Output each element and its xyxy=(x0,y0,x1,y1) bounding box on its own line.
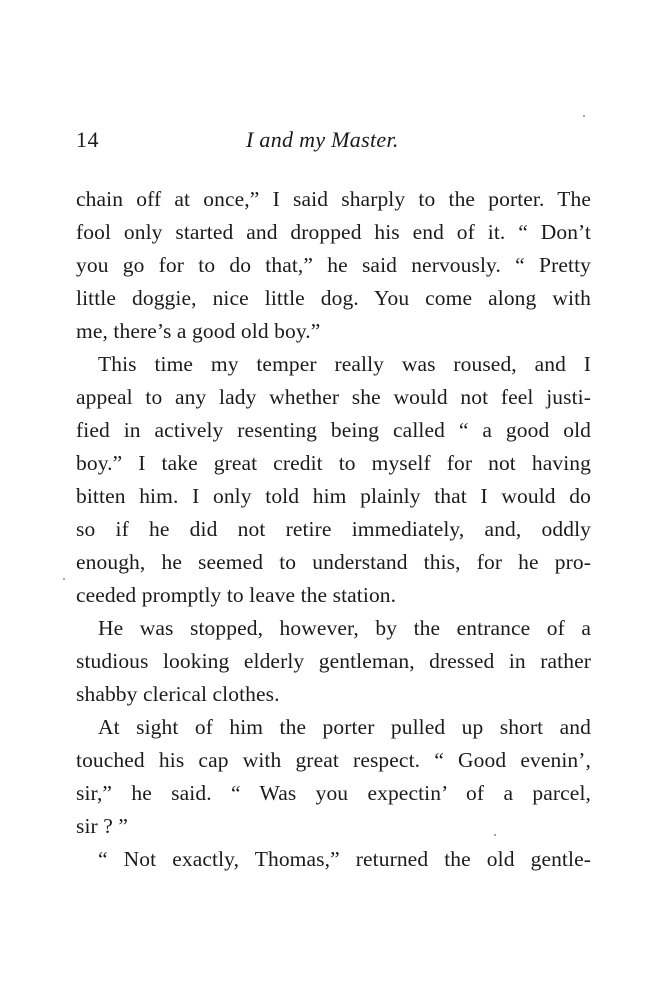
text-line: sir ? ” xyxy=(76,814,129,838)
text-line: This time my temper really was roused, and I xyxy=(98,352,591,376)
text-line: bitten him. I only told him plainly that I would do xyxy=(76,484,591,508)
paragraph xyxy=(76,183,591,348)
text-line: sir,” he said. “ Was you expectin’ of a parcel, xyxy=(76,781,591,805)
text-line: He was stopped, however, by the entrance of a xyxy=(98,616,591,640)
running-head xyxy=(76,127,591,161)
text-line: me, there’s a good old boy.” xyxy=(76,319,321,343)
text-line: At sight of him the porter pulled up short and xyxy=(98,715,591,739)
body-text xyxy=(76,183,591,876)
text-line: you go for to do that,” he said nervously. “ Pretty xyxy=(76,253,591,277)
text-line: chain off at once,” I said sharply to the porter. The xyxy=(76,187,591,211)
text-line: studious looking elderly gentleman, dressed in rather xyxy=(76,649,591,673)
text-line: shabby clerical clothes. xyxy=(76,682,280,706)
text-line: enough, he seemed to understand this, for he pro- xyxy=(76,550,591,574)
text-line: so if he did not retire immediately, and, oddly xyxy=(76,517,591,541)
text-line: touched his cap with great respect. “ Good evenin’, xyxy=(76,748,591,772)
paper-speck xyxy=(583,115,585,117)
text-line: fool only started and dropped his end of it. “ Don’t xyxy=(76,220,591,244)
text-line: appeal to any lady whether she would not feel justi- xyxy=(76,385,591,409)
paragraph xyxy=(76,612,591,711)
text-line: boy.” I take great credit to myself for not having xyxy=(76,451,591,475)
paper-speck xyxy=(63,578,65,580)
paragraph xyxy=(76,843,591,876)
text-line: little doggie, nice little dog. You come along with xyxy=(76,286,591,310)
paragraph xyxy=(76,348,591,612)
text-line: ceeded promptly to leave the station. xyxy=(76,583,397,607)
paragraph xyxy=(76,711,591,843)
paper-speck xyxy=(494,834,496,836)
text-line: “ Not exactly, Thomas,” returned the old gentle- xyxy=(98,847,591,871)
page-number: 14 xyxy=(76,127,99,152)
running-title: I and my Master. xyxy=(246,127,399,152)
text-line: fied in actively resenting being called “ a good old xyxy=(76,418,591,442)
